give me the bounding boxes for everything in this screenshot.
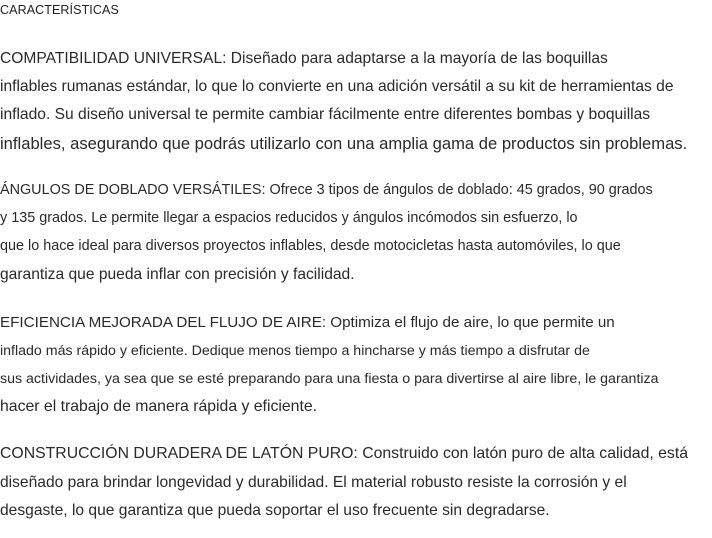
feature-text-line: inflado más rápido y eficiente. Dedique menos tiempo a hincharse y más tiempo a disfrutar de xyxy=(0,343,590,359)
feature-text-line: sus actividades, ya sea que se esté preparando para una fiesta o para divertirse al aire libre, le garantiza xyxy=(0,371,659,387)
feature-text-line: que lo hace ideal para diversos proyectos inflables, desde motocicletas hasta automóviles, lo que xyxy=(0,238,621,254)
feature-text-line: desgaste, lo que garantiza que pueda soportar el uso frecuente sin degradarse. xyxy=(0,502,550,519)
feature-text-line: garantiza que pueda inflar con precisión y facilidad. xyxy=(0,266,355,283)
feature-text-line: inflado. Su diseño universal te permite cambiar fácilmente entre diferentes bombas y boquillas xyxy=(0,106,651,123)
feature-text-line: inflables, asegurando que podrás utilizarlo con una amplia gama de productos sin problemas. xyxy=(0,134,688,153)
feature-text-line: COMPATIBILIDAD UNIVERSAL: Diseñado para adaptarse a la mayoría de las boquillas xyxy=(0,50,608,67)
feature-text-line: CONSTRUCCIÓN DURADERA DE LATÓN PURO: Construido con latón puro de alta calidad, está xyxy=(0,445,688,462)
feature-text-line: y 135 grados. Le permite llegar a espacios reducidos y ángulos incómodos sin esfuerzo, lo xyxy=(0,210,578,226)
feature-text-line: hacer el trabajo de manera rápida y eficiente. xyxy=(0,398,318,415)
feature-text-line: ÁNGULOS DE DOBLADO VERSÁTILES: Ofrece 3 tipos de ángulos de doblado: 45 grados, 90 grados xyxy=(0,182,653,198)
feature-text-line: EFICIENCIA MEJORADA DEL FLUJO DE AIRE: Optimiza el flujo de aire, lo que permite un xyxy=(0,314,615,331)
feature-text-line: diseñado para brindar longevidad y durabilidad. El material robusto resiste la corrosión y el xyxy=(0,474,627,491)
feature-text-line: inflables rumanas estándar, lo que lo convierte en una adición versátil a su kit de herramientas de xyxy=(0,78,674,95)
features-heading: CARACTERÍSTICAS xyxy=(0,3,119,17)
